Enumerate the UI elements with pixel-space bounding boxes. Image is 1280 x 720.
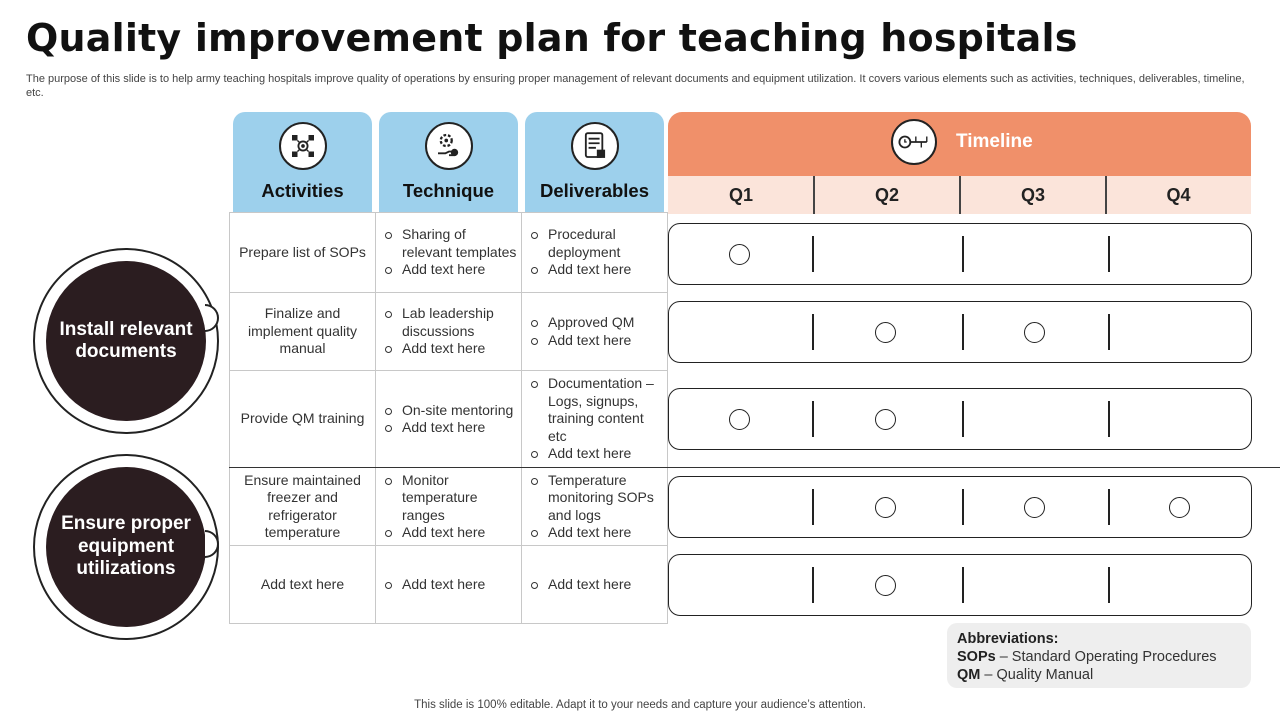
technique-cell xyxy=(376,293,522,371)
timeline-row xyxy=(668,223,1252,285)
technique-bullet: Lab leadership discussions xyxy=(384,305,517,340)
technique-bullet: Add text here xyxy=(384,576,485,594)
deliverables-cell xyxy=(522,468,668,546)
technique-cell xyxy=(376,213,522,293)
technique-label: Technique xyxy=(402,180,495,201)
quarter-row xyxy=(668,176,1251,214)
technique-bullet: Add text here xyxy=(384,340,517,358)
activity-cell xyxy=(230,468,376,546)
technique-header xyxy=(379,112,518,212)
abbreviations-box xyxy=(947,623,1251,688)
abbr-definition: – Standard Operating Procedures xyxy=(995,649,1217,665)
technique-cell xyxy=(376,468,522,546)
group-install-documents xyxy=(33,248,219,434)
group-equipment-utilization xyxy=(33,454,219,640)
timeline-marker-q3 xyxy=(1024,322,1045,343)
plan-table xyxy=(229,212,668,624)
gear-hand-icon xyxy=(425,122,473,170)
clock-timeline-icon xyxy=(891,119,937,165)
timeline-row xyxy=(668,388,1252,450)
group-label: Install relevant documents xyxy=(46,261,206,421)
deliverables-cell xyxy=(522,371,668,468)
technique-bullet: Add text here xyxy=(384,524,517,542)
activity-cell xyxy=(230,293,376,371)
technique-cell xyxy=(376,371,522,468)
deliverables-bullet: Add text here xyxy=(530,445,664,463)
page-title: Quality improvement plan for teaching hospitals xyxy=(26,16,1078,60)
deliverables-bullet: Documentation – Logs, signups, training content etc xyxy=(530,375,664,445)
activity-text: Prepare list of SOPs xyxy=(239,243,366,260)
deliverables-bullet: Add text here xyxy=(530,524,664,542)
timeline-marker-q2 xyxy=(875,575,896,596)
technique-bullet: Add text here xyxy=(384,261,517,279)
timeline-row xyxy=(668,476,1252,538)
deliverables-bullet: Add text here xyxy=(530,332,634,350)
activity-text: Ensure maintained freezer and refrigerator temperature xyxy=(244,471,361,540)
timeline-marker-q2 xyxy=(875,409,896,430)
deliverables-header xyxy=(525,112,664,212)
activity-text: Add text here xyxy=(260,575,345,592)
timeline-header xyxy=(668,112,1251,176)
deliverables-bullet: Procedural deployment xyxy=(530,226,664,261)
abbr-term: QM xyxy=(957,667,981,683)
activity-cell xyxy=(230,213,376,293)
timeline-marker-q1 xyxy=(729,409,750,430)
technique-bullet: Monitor temperature ranges xyxy=(384,472,517,525)
activity-text: Provide QM training xyxy=(240,410,365,427)
deliverables-bullet: Add text here xyxy=(530,261,664,279)
timeline-label: Timeline xyxy=(956,131,1033,152)
page-subtitle: The purpose of this slide is to help army teaching hospitals improve quality of operations by ensuring proper management of relevant documents and equipment utilization. It covers various elements such as activities, techniques, deliverables, timeline, etc. xyxy=(26,73,1245,99)
activities-label: Activities xyxy=(261,180,344,201)
checklist-icon xyxy=(571,122,619,170)
activity-cell xyxy=(230,546,376,624)
deliverables-cell xyxy=(522,293,668,371)
deliverables-bullet: Temperature monitoring SOPs and logs xyxy=(530,472,664,525)
quarter-q4: Q4 xyxy=(1166,185,1191,205)
technique-bullet: Sharing of relevant templates xyxy=(384,226,517,261)
technique-bullet: On-site mentoring xyxy=(384,402,513,420)
deliverables-label: Deliverables xyxy=(539,180,649,201)
technique-bullet: Add text here xyxy=(384,419,513,437)
abbr-definition: – Quality Manual xyxy=(980,667,1094,683)
timeline-marker-q2 xyxy=(875,322,896,343)
group-label: Ensure proper equipment utilizations xyxy=(46,467,206,627)
quarter-q1: Q1 xyxy=(728,185,753,205)
deliverables-bullet: Add text here xyxy=(530,576,631,594)
group-divider xyxy=(229,467,1280,468)
deliverables-cell xyxy=(522,213,668,293)
timeline-row xyxy=(668,301,1252,363)
deliverables-cell xyxy=(522,546,668,624)
timeline-marker-q4 xyxy=(1169,497,1190,518)
abbr-term: SOPs xyxy=(957,649,996,665)
activities-header xyxy=(233,112,372,212)
abbreviations-heading: Abbreviations: xyxy=(957,631,1059,647)
activity-cell xyxy=(230,371,376,468)
timeline-marker-q3 xyxy=(1024,497,1045,518)
deliverables-bullet: Approved QM xyxy=(530,314,634,332)
gears-network-icon xyxy=(279,122,327,170)
quarter-q3: Q3 xyxy=(1020,185,1045,205)
technique-cell xyxy=(376,546,522,624)
quarter-q2: Q2 xyxy=(874,185,899,205)
footer-note: This slide is 100% editable. Adapt it to your needs and capture your audience’s attention. xyxy=(414,699,866,711)
activity-text: Finalize and implement quality manual xyxy=(248,305,357,357)
timeline-row xyxy=(668,554,1252,616)
timeline-marker-q2 xyxy=(875,497,896,518)
timeline-marker-q1 xyxy=(729,244,750,265)
